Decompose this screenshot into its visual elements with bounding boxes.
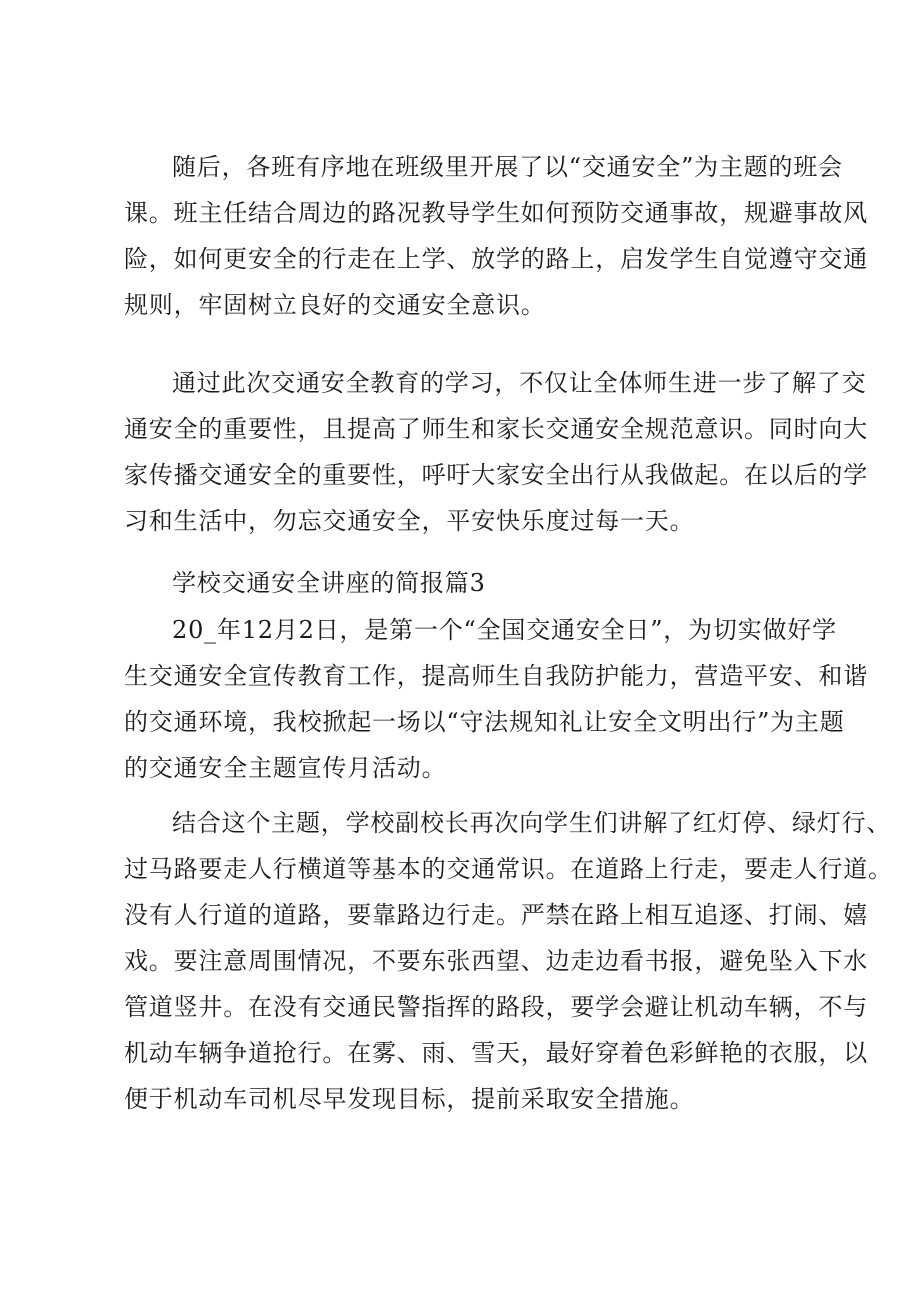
paragraph-3-line-3: 的交通环境，我校掀起一场以“守法规知礼让安全文明出行”为主题	[124, 708, 845, 736]
section-heading: 学校交通安全讲座的简报篇3	[172, 569, 486, 597]
paragraph-2-line-3: 家传播交通安全的重要性，呼吁大家安全出行从我做起。在以后的学	[124, 461, 868, 489]
paragraph-2-line-4: 习和生活中，勿忘交通安全，平安快乐度过每一天。	[124, 507, 695, 535]
paragraph-4-line-7: 便于机动车司机尽早发现目标，提前采取安全措施。	[124, 1085, 695, 1113]
paragraph-2-line-2: 通安全的重要性，且提高了师生和家长交通安全规范意识。同时向大	[124, 415, 868, 443]
paragraph-1-line-3: 险，如何更安全的行走在上学、放学的路上，启发学生自觉遵守交通	[124, 245, 868, 273]
paragraph-1-line-2: 课。班主任结合周边的路况教导学生如何预防交通事故，规避事故风	[124, 199, 868, 227]
paragraph-4-line-4: 戏。要注意周围情况，不要东张西望、边走边看书报，避免坠入下水	[124, 947, 868, 975]
paragraph-4-line-6: 机动车辆争道抢行。在雾、雨、雪天，最好穿着色彩鲜艳的衣服，以	[124, 1039, 868, 1067]
paragraph-4-line-2: 过马路要走人行横道等基本的交通常识。在道路上行走，要走人行道。	[124, 855, 893, 883]
paragraph-4-line-3: 没有人行道的道路，要靠路边行走。严禁在路上相互追逐、打闹、嬉	[124, 901, 868, 929]
paragraph-2-line-1: 通过此次交通安全教育的学习，不仅让全体师生进一步了解了交	[172, 369, 867, 397]
paragraph-1-line-4: 规则，牢固树立良好的交通安全意识。	[124, 291, 546, 319]
paragraph-3-line-1: 20_年12月2日，是第一个“全国交通安全日”，为切实做好学	[172, 616, 837, 644]
paragraph-4-line-1: 结合这个主题，学校副校长再次向学生们讲解了红灯停、绿灯行、	[172, 809, 892, 837]
paragraph-3-line-4: 的交通安全主题宣传月活动。	[124, 754, 447, 782]
paragraph-3-line-2: 生交通安全宣传教育工作，提高师生自我防护能力，营造平安、和谐	[124, 662, 868, 690]
paragraph-4-line-5: 管道竖井。在没有交通民警指挥的路段，要学会避让机动车辆，不与	[124, 993, 868, 1021]
paragraph-1-line-1: 随后，各班有序地在班级里开展了以“交通安全”为主题的班会	[172, 153, 843, 181]
